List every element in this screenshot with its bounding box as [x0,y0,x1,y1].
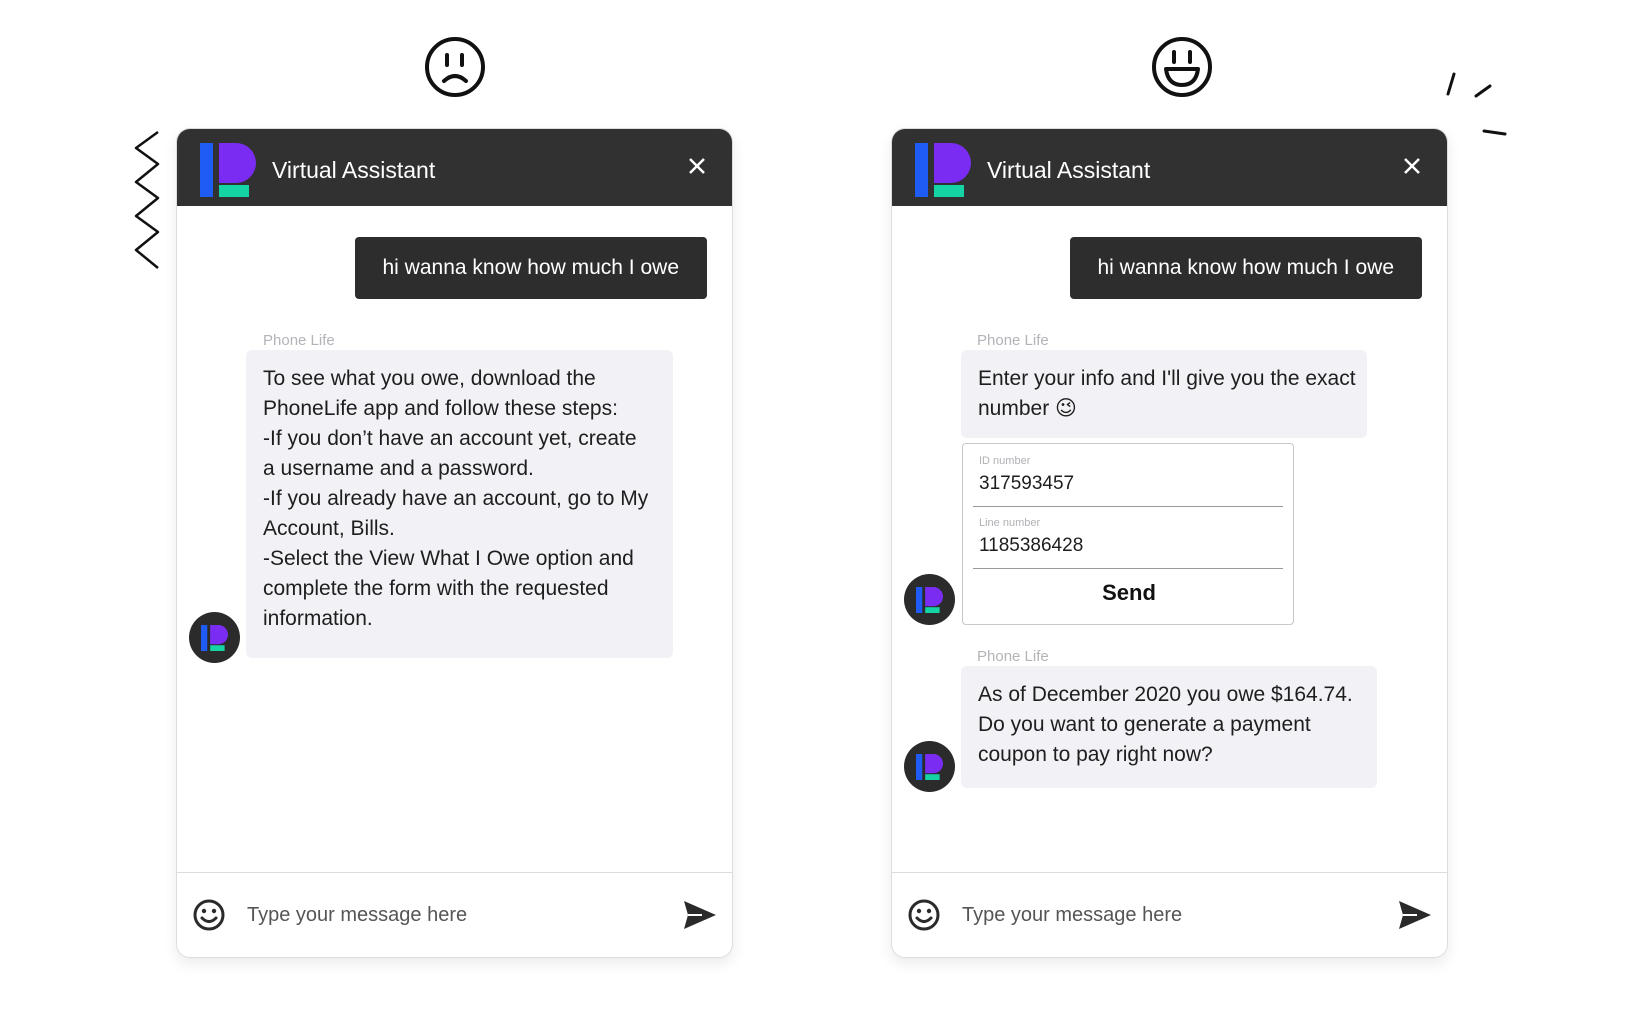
send-icon[interactable] [1397,898,1433,932]
line-number-field[interactable] [973,506,1283,569]
bot-avatar [904,741,955,792]
emoji-icon[interactable] [907,898,941,932]
message-composer [177,872,732,957]
emoji-icon[interactable] [192,898,226,932]
phonelife-logo [915,143,971,197]
bot-message-line: number [978,397,1050,420]
bot-message-bubble [961,350,1367,438]
id-number-label: ID number [979,455,1031,467]
phonelife-logo-icon [916,587,943,613]
bot-message-line: -Select the View What I Owe option and [263,547,634,570]
header-title: Virtual Assistant [987,157,1151,183]
bot-message-bubble [961,666,1377,788]
id-number-field[interactable] [973,444,1283,507]
happy-face-icon [1150,35,1214,99]
bot-message-line: information. [263,607,373,630]
id-number-value: 317593457 [979,473,1075,494]
info-form-card [962,443,1294,625]
header-title: Virtual Assistant [272,157,436,183]
sparkle-lines-doodle [1440,66,1520,146]
bot-message-line: -If you already have an account, go to My [263,487,649,510]
chat-widget-left [176,128,733,958]
bot-message-line: To see what you owe, download the [263,367,596,390]
phonelife-logo-icon [201,625,228,651]
bot-message-line: a username and a password. [263,457,534,480]
close-icon[interactable] [682,151,712,181]
bot-sender-label: Phone Life [977,332,1049,349]
line-number-label: Line number [979,517,1041,529]
line-number-value: 1185386428 [979,535,1084,556]
message-composer [892,872,1447,957]
bot-sender-label: Phone Life [977,648,1049,665]
close-icon[interactable] [1397,151,1427,181]
form-send-button[interactable]: Send [1102,580,1156,605]
bot-message-line: coupon to pay right now? [978,743,1213,766]
bot-avatar [189,612,240,663]
chat-header [177,129,732,206]
user-message-bubble: hi wanna know how much I owe [1070,237,1423,299]
message-input[interactable] [960,895,1364,935]
bot-message-line: Do you want to generate a payment [978,713,1311,736]
bot-message-line-with-emoji [978,394,1350,424]
bot-message-line: Enter your info and I'll give you the exact [978,367,1356,390]
wink-emoji-icon: 😉 [1055,397,1077,420]
bot-message-line: PhoneLife app and follow these steps: [263,397,618,420]
user-message-bubble: hi wanna know how much I owe [355,237,708,299]
bot-message-line: Account, Bills. [263,517,395,540]
message-input[interactable] [245,895,649,935]
phonelife-logo-icon [916,754,943,780]
chat-header [892,129,1447,206]
bot-message-line: As of December 2020 you owe $164.74. [978,683,1353,706]
bot-message-line: complete the form with the requested [263,577,609,600]
send-icon[interactable] [682,898,718,932]
bot-message-bubble [246,350,673,658]
bot-message-line: -If you don’t have an account yet, create [263,427,637,450]
bot-avatar [904,574,955,625]
phonelife-logo [200,143,256,197]
zigzag-doodle [130,128,166,278]
bot-sender-label: Phone Life [263,332,335,349]
sad-face-icon [423,35,487,99]
chat-widget-right [891,128,1448,958]
